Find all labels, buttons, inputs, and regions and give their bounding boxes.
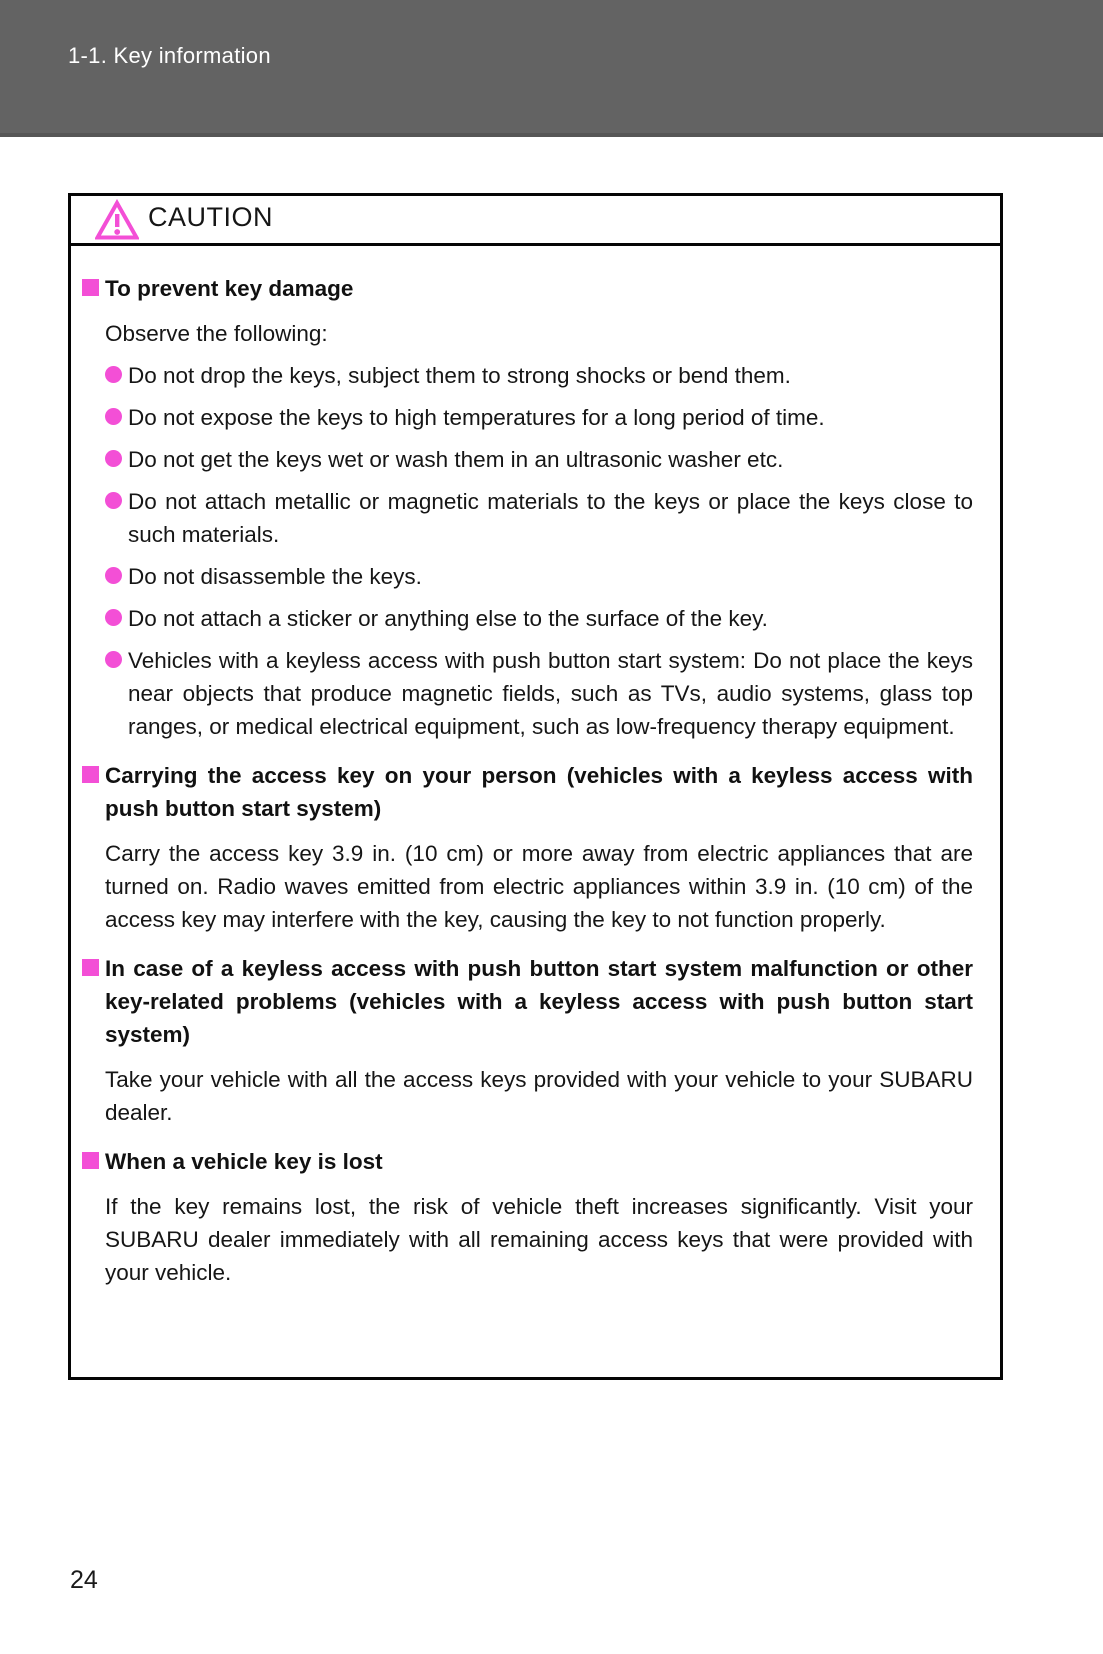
list-item (105, 359, 973, 392)
section-heading-text: To prevent key damage (105, 276, 354, 301)
list-item-text: Do not expose the keys to high temperatures for a long period of time. (128, 405, 825, 430)
square-bullet-icon (82, 1152, 99, 1169)
list-item-text: Do not drop the keys, subject them to strong shocks or bend them. (128, 363, 791, 388)
section-heading-text: In case of a keyless access with push button start system malfunction or other key-related problems (vehicles with a keyless access with push button start system) (105, 956, 973, 1047)
caution-title: CAUTION (148, 202, 273, 232)
circle-bullet-icon (105, 492, 122, 509)
caution-box (68, 193, 1003, 1380)
warning-triangle-icon (95, 199, 139, 241)
list-item (105, 401, 973, 434)
section-paragraph: If the key remains lost, the risk of vehicle theft increases significantly. Visit your SUBARU dealer immediately with all remaining access keys that were provided with your vehicle. (105, 1194, 973, 1285)
section-heading-carrying-access-key (105, 759, 973, 825)
circle-bullet-icon (105, 408, 122, 425)
list-item-text: Do not disassemble the keys. (128, 564, 422, 589)
section-intro: Observe the following: (105, 321, 328, 346)
list-item-text: Do not get the keys wet or wash them in an ultrasonic washer etc. (128, 447, 784, 472)
list-item-text: Vehicles with a keyless access with push button start system: Do not place the keys near objects that produce magnetic fields, such as TVs, audio systems, glass top ranges, or medical electrical equipment, such as low-frequency therapy equipment. (128, 648, 973, 739)
list-item (105, 602, 973, 635)
section-heading-prevent-key-damage (105, 272, 973, 305)
section-paragraph: Carry the access key 3.9 in. (10 cm) or more away from electric appliances that are turned on. Radio waves emitted from electric appliances within 3.9 in. (10 cm) of the access key may interfere with the key, causing the key to not function properly. (105, 841, 973, 932)
circle-bullet-icon (105, 567, 122, 584)
square-bullet-icon (82, 766, 99, 783)
list-item-text: Do not attach a sticker or anything else to the surface of the key. (128, 606, 768, 631)
section-heading-text: Carrying the access key on your person (vehicles with a keyless access with push button start system) (105, 763, 973, 821)
list-item (105, 485, 973, 551)
square-bullet-icon (82, 279, 99, 296)
circle-bullet-icon (105, 366, 122, 383)
section-heading-text: When a vehicle key is lost (105, 1149, 383, 1174)
circle-bullet-icon (105, 609, 122, 626)
list-item (105, 560, 973, 593)
section-heading-system-malfunction (105, 952, 973, 1051)
caution-header (71, 196, 1000, 246)
breadcrumb: 1-1. Key information (68, 43, 271, 68)
caution-body (71, 246, 1000, 1289)
square-bullet-icon (82, 959, 99, 976)
section-paragraph: Take your vehicle with all the access keys provided with your vehicle to your SUBARU dealer. (105, 1067, 973, 1125)
list-item (105, 644, 973, 743)
circle-bullet-icon (105, 450, 122, 467)
list-item-text: Do not attach metallic or magnetic materials to the keys or place the keys close to such materials. (128, 489, 973, 547)
circle-bullet-icon (105, 651, 122, 668)
section-heading-vehicle-key-lost (105, 1145, 973, 1178)
list-item (105, 443, 973, 476)
page-number: 24 (70, 1566, 98, 1594)
